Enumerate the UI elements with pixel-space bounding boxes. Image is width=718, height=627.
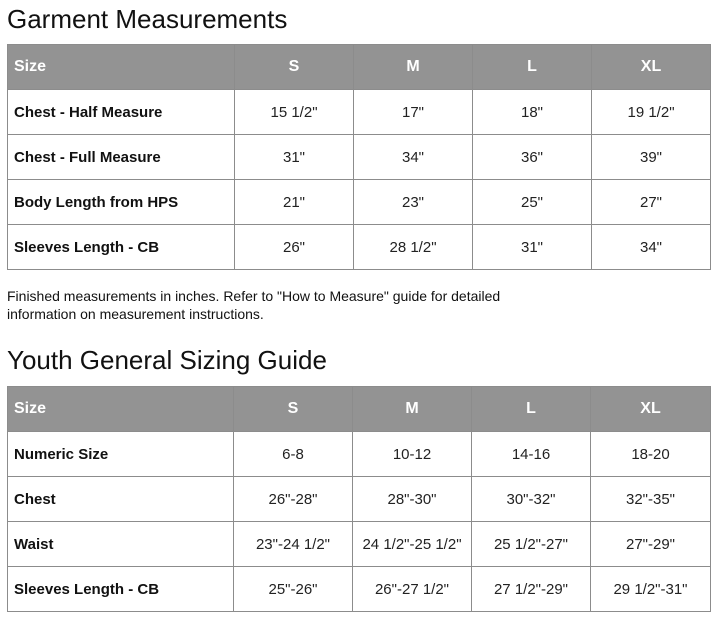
table-cell: 19 1/2" [592,90,711,135]
table-row [8,225,711,270]
youth-sizing-table [7,386,711,612]
header-l: L [472,387,591,432]
table-row [8,477,711,522]
table-row [8,90,711,135]
row-label: Sleeves Length - CB [8,225,235,270]
table-cell: 25 1/2"-27" [472,522,591,567]
table-cell: 10-12 [353,432,472,477]
table-cell: 18" [473,90,592,135]
table-row [8,432,711,477]
table-cell: 6-8 [234,432,353,477]
table-cell: 27"-29" [591,522,711,567]
table-row [8,567,711,612]
table-header-row [8,45,711,90]
header-xl: XL [591,387,711,432]
table-row [8,522,711,567]
table-cell: 17" [354,90,473,135]
header-size: Size [8,387,234,432]
header-s: S [235,45,354,90]
table-cell: 26" [235,225,354,270]
header-size: Size [8,45,235,90]
table-cell: 31" [235,135,354,180]
table-cell: 34" [354,135,473,180]
header-s: S [234,387,353,432]
row-label: Chest [8,477,234,522]
table-header-row [8,387,711,432]
table-cell: 27" [592,180,711,225]
row-label: Chest - Full Measure [8,135,235,180]
row-label: Body Length from HPS [8,180,235,225]
garment-measurements-table [7,44,711,270]
table-cell: 30"-32" [472,477,591,522]
row-label: Numeric Size [8,432,234,477]
table-cell: 36" [473,135,592,180]
row-label: Chest - Half Measure [8,90,235,135]
table-cell: 18-20 [591,432,711,477]
header-l: L [473,45,592,90]
table-row [8,180,711,225]
row-label: Sleeves Length - CB [8,567,234,612]
measurement-note: Finished measurements in inches. Refer to "How to Measure" guide for detailed information on measurement instructions. [7,288,501,322]
garment-measurements-title: Garment Measurements [7,4,288,34]
header-m: M [354,45,473,90]
table-cell: 25"-26" [234,567,353,612]
table-cell: 27 1/2"-29" [472,567,591,612]
table-row [8,135,711,180]
header-xl: XL [592,45,711,90]
table-cell: 23" [354,180,473,225]
table-cell: 29 1/2"-31" [591,567,711,612]
table-cell: 39" [592,135,711,180]
table-cell: 26"-27 1/2" [353,567,472,612]
table-cell: 34" [592,225,711,270]
table-cell: 32"-35" [591,477,711,522]
table-cell: 23"-24 1/2" [234,522,353,567]
table-cell: 28 1/2" [354,225,473,270]
table-cell: 15 1/2" [235,90,354,135]
youth-sizing-guide-title: Youth General Sizing Guide [7,345,327,375]
table-cell: 21" [235,180,354,225]
row-label: Waist [8,522,234,567]
table-cell: 26"-28" [234,477,353,522]
table-cell: 31" [473,225,592,270]
table-cell: 14-16 [472,432,591,477]
table-cell: 24 1/2"-25 1/2" [353,522,472,567]
table-cell: 28"-30" [353,477,472,522]
header-m: M [353,387,472,432]
table-cell: 25" [473,180,592,225]
